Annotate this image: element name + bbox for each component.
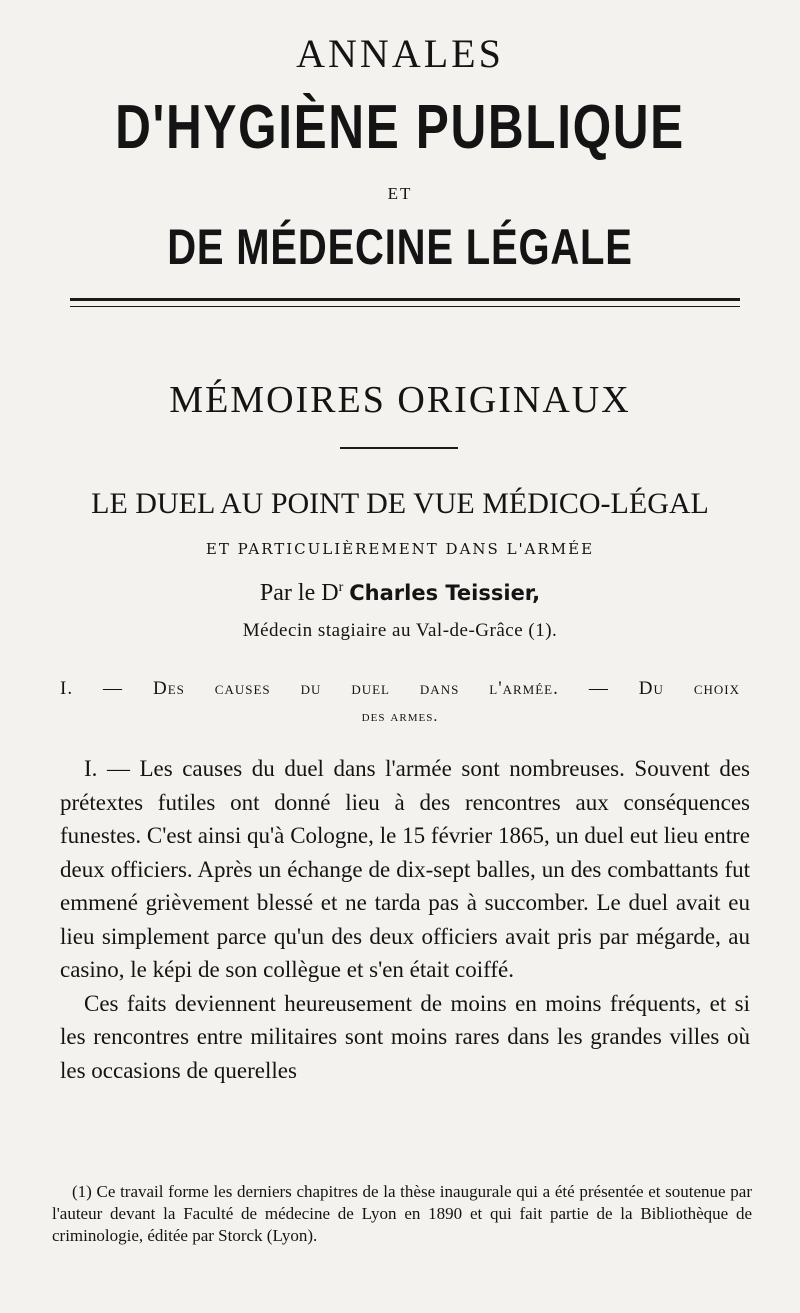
author-title-sup: r: [338, 580, 344, 595]
journal-title-hygiene: D'HYGIÈNE PUBLIQUE: [115, 93, 685, 162]
body-paragraph: I. — Les causes du duel dans l'armée sont nombreuses. Souvent des prétextes futiles ont donné lieu à des rencontres aux conséquences funestes. C'est ainsi qu'à Cologne, le 15 février 1865, un duel eut lieu entre deux officiers. Après un échange de dix-sept balles, un des combattants fut emmené grièvement blessé et ne tarda pas à succomber. Le duel avait eu lieu simplement parce qu'un des deux officiers avait pris par mégarde, au casino, le képi de son collègue et s'en était coiffé.: [60, 756, 750, 982]
chapter-heading: I. — Des causes du duel dans l'armée. — Du choix: [60, 678, 740, 699]
footnote-text: (1) Ce travail forme les derniers chapitres de la thèse inaugurale qui a été présentée et soutenue par l'auteur devant la Faculté de médecine de Lyon en 1890 et qui fait partie de la Bibliothèque de criminologie, éditée par Storck (Lyon).: [52, 1182, 752, 1245]
footnote: [52, 1181, 752, 1247]
article-title: LE DUEL AU POINT DE VUE MÉDICO-LÉGAL: [91, 487, 709, 520]
journal-title-medecine-legale: DE MÉDECINE LÉGALE: [167, 219, 633, 275]
header-rule-thin: [70, 306, 740, 307]
chapter-heading-continued: des armes.: [361, 708, 439, 725]
body-paragraph: Ces faits deviennent heureusement de moins en moins fréquents, et si les rencontres entre militaires sont moins rares dans les grandes villes où les occasions de querelles: [60, 990, 750, 1083]
author-affiliation: Médecin stagiaire au Val-de-Grâce (1).: [242, 620, 558, 641]
article-subtitle: ET PARTICULIÈREMENT DANS L'ARMÉE: [205, 540, 595, 558]
author-name: Charles Teissier,: [349, 581, 541, 605]
section-heading: MÉMOIRES ORIGINAUX: [169, 379, 631, 421]
journal-title-et: ET: [387, 184, 413, 203]
section-divider: [340, 447, 458, 449]
header-rule-thick: [70, 298, 740, 301]
journal-title-annales: ANNALES: [296, 31, 504, 76]
author-prefix: Par le D: [259, 580, 339, 606]
article-body: [60, 752, 750, 1087]
article-author: [0, 580, 800, 607]
